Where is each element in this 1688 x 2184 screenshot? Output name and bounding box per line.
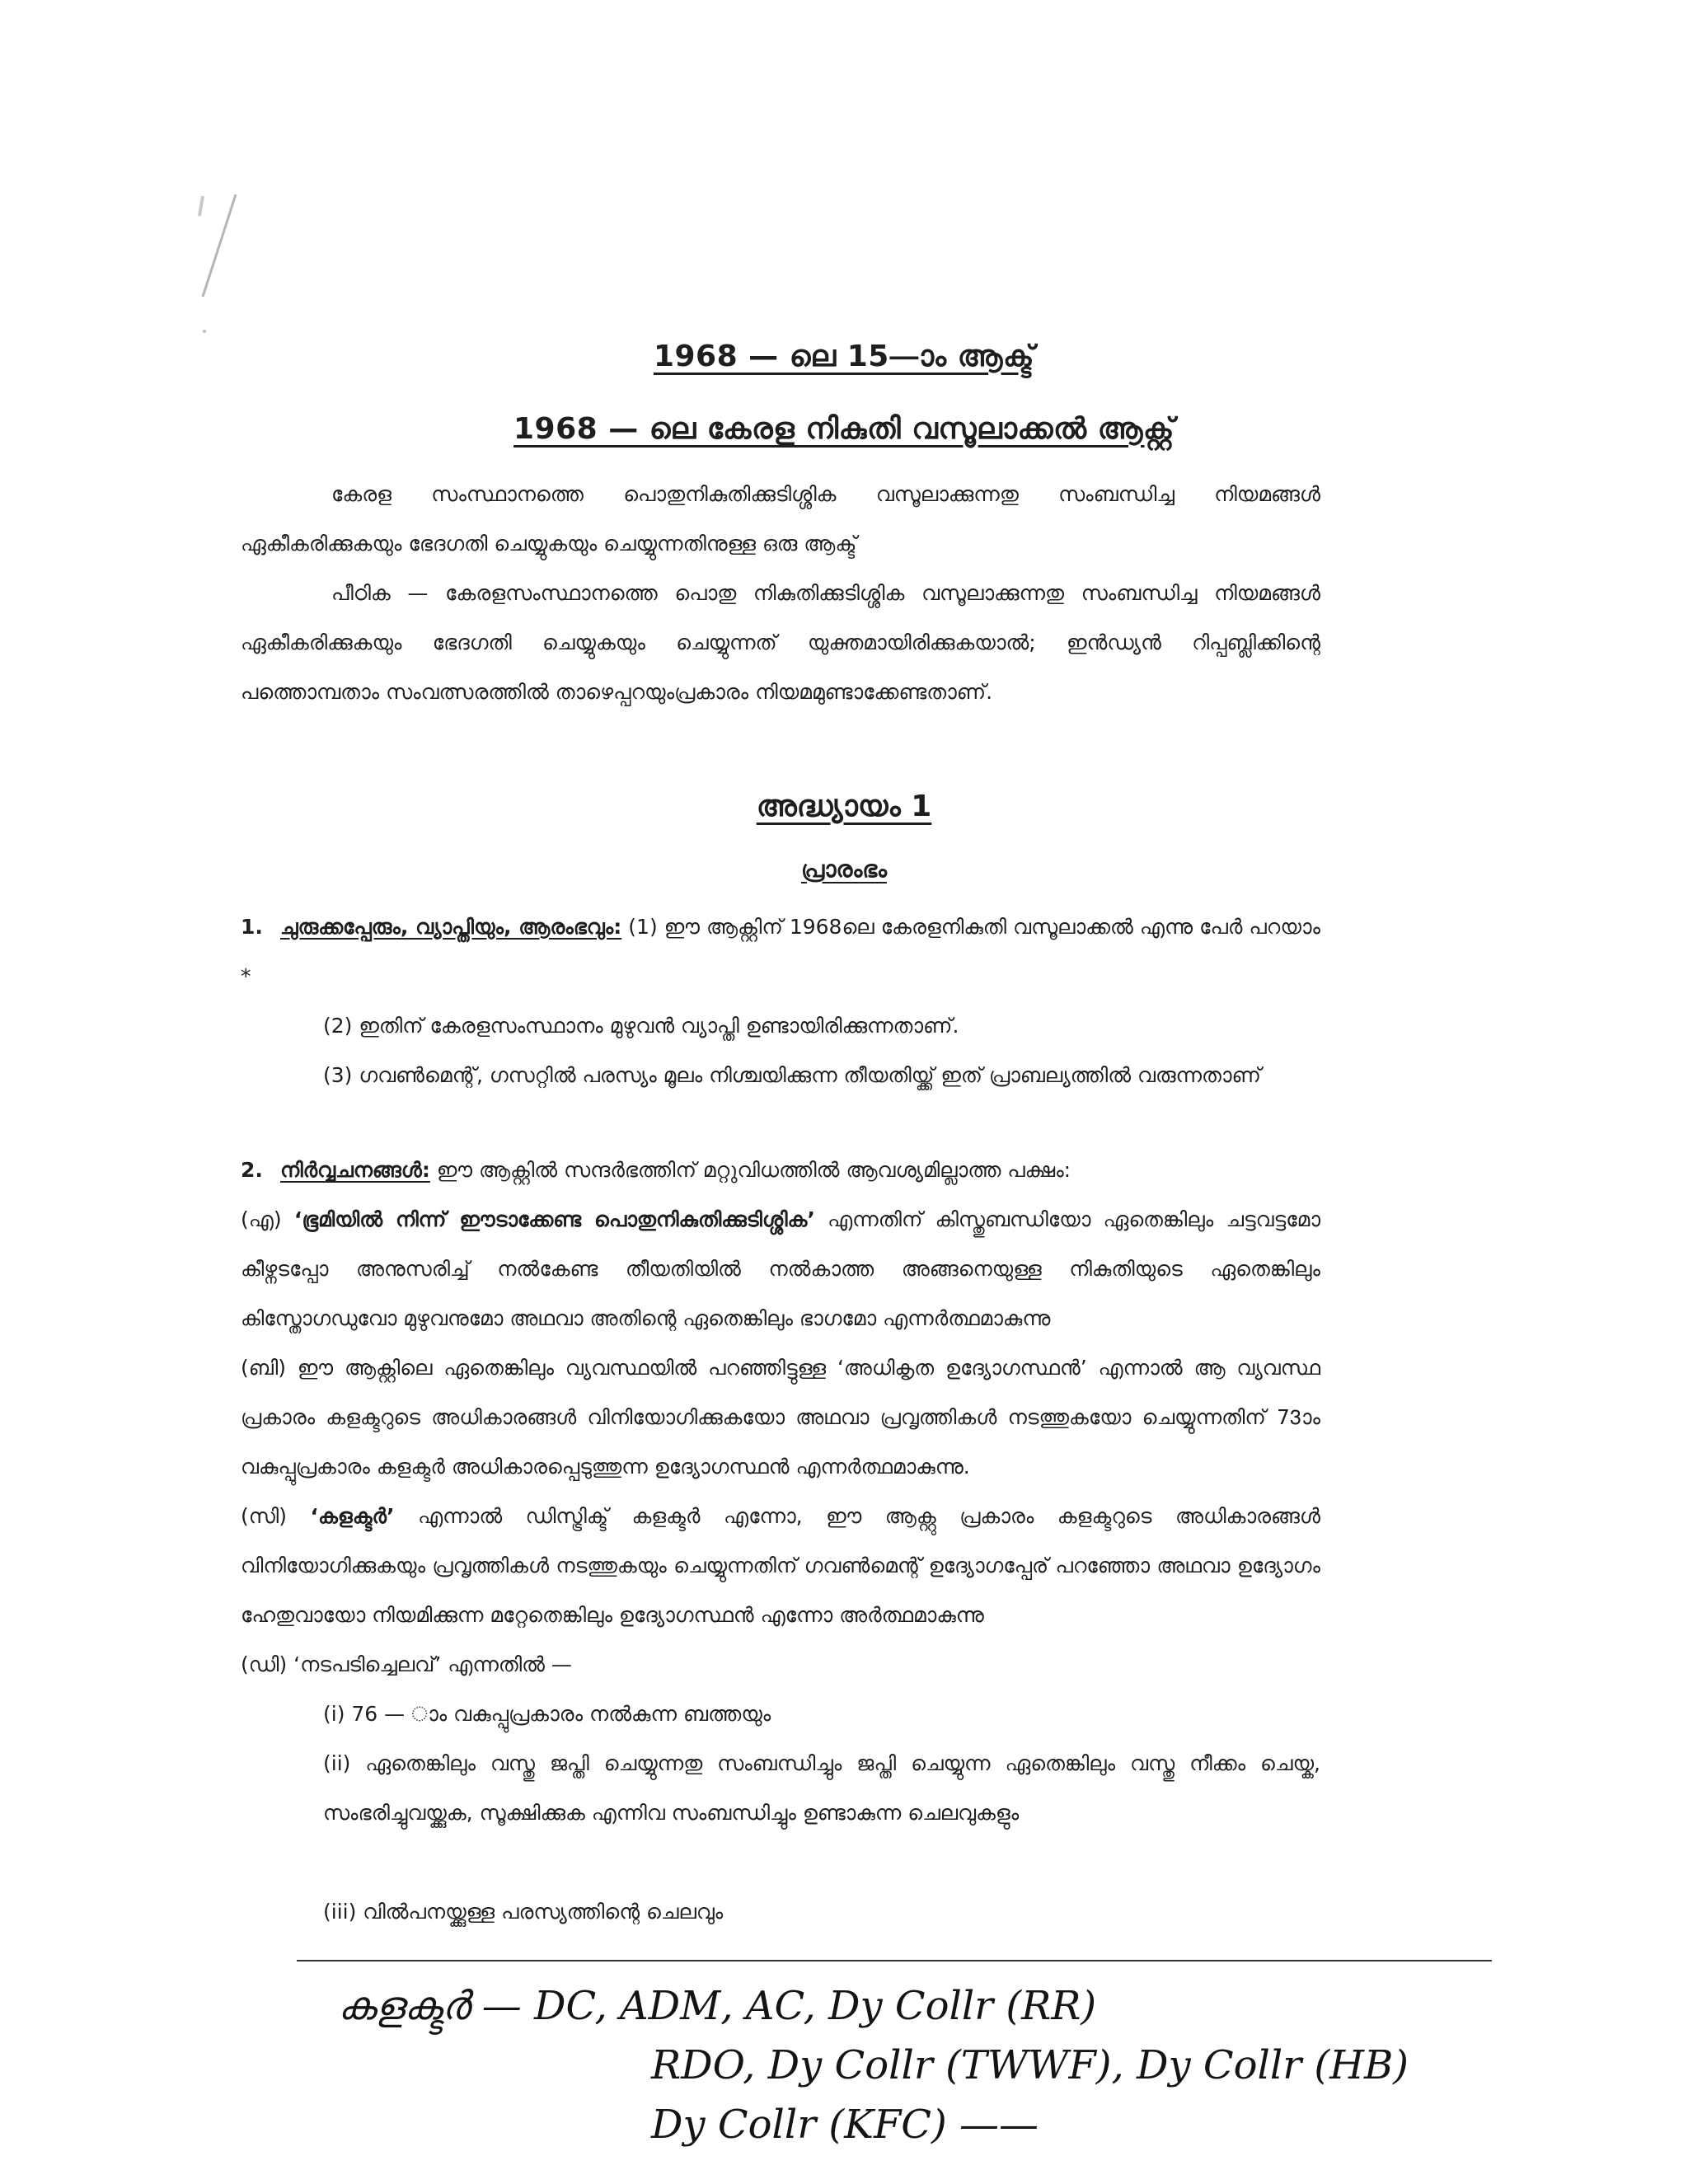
- definition-c-label: (സി): [241, 1504, 287, 1528]
- definition-c: [241, 1492, 1320, 1640]
- definition-c-term: ‘കളക്ടർ’: [310, 1504, 395, 1528]
- handwritten-line-2: RDO, Dy Collr (TWWF), Dy Collr (HB): [651, 2042, 1409, 2088]
- chapter-heading: [0, 790, 1688, 824]
- chapter-heading-text: അദ്ധ്യായം 1: [756, 790, 932, 823]
- section-2-number: 2.: [241, 1158, 263, 1182]
- definition-d-item-ii: (ii) ഏതെങ്കിലും വസ്തു ജപ്തി ചെയ്യുന്നതു സംബന്ധിച്ചും ജപ്തി ചെയ്യുന്ന ഏതെങ്കിലും വസ്തു നീക്കം ചെയ്ക, സംഭരിച്ചുവയ്ക്കുക, സൂക്ഷിക്കുക എന്നിവ സംബന്ധിച്ചും ഉണ്ടാകുന്ന ചെലവുകളും: [323, 1751, 1320, 1825]
- definition-b: (ബി) ഈ ആക്റ്റിലെ ഏതെങ്കിലും വ്യവസ്ഥയിൽ പറഞ്ഞിട്ടുള്ള ‘അധികൃത ഉദ്യോഗസ്ഥൻ’ എന്നാൽ ആ വ്യവസ്ഥ പ്രകാരം കളക്ടറുടെ അധികാരങ്ങൾ വിനിയോഗിക്കുകയോ അഥവാ പ്രവൃത്തികൾ നടത്തുകയോ ചെയ്യുന്നതിന് 73ാം വകുപ്പുപ്രകാരം കളക്ടർ അധികാരപ്പെടുത്തുന്ന ഉദ്യോഗസ്ഥൻ എന്നർത്ഥമാകുന്നു.: [241, 1356, 1320, 1479]
- section-1-number: 1.: [241, 915, 263, 939]
- act-title-heading: [0, 412, 1688, 447]
- section-1: [241, 902, 1320, 1001]
- act-title-text: 1968 — ലെ കേരള നികുതി വസൂലാക്കൽ ആക്റ്റ്: [513, 412, 1175, 446]
- definition-a-label: (എ): [241, 1207, 282, 1231]
- definition-a-text: എന്നതിന് കിസ്തുബന്ധിയോ ഏതെങ്കിലും ചട്ടവട്ടമോ കീഴ്നടപ്പോ അനുസരിച്ച് നൽകേണ്ട തീയതിയിൽ നൽകാത്ത അങ്ങനെയുള്ള നികുതിയുടെ ഏതെങ്കിലും കിസ്തോഗഡുവോ മുഴുവനുമോ അഥവാ അതിന്റെ ഏതെങ്കിലും ഭാഗമോ എന്നർത്ഥമാകുന്നു: [241, 1207, 1321, 1330]
- chapter-subheading: [0, 855, 1688, 883]
- definition-d: (ഡി) ‘നടപടിച്ചെലവ്’ എന്നതിൽ —: [241, 1652, 572, 1676]
- preamble: പീഠിക — കേരളസംസ്ഥാനത്തെ പൊതു നികുതിക്കുടിശ്ശിക വസൂലാക്കുന്നതു സംബന്ധിച്ച നിയമങ്ങൾ ഏകീകരിക്കുകയും ഭേദഗതി ചെയ്യുകയും ചെയ്യുന്നത് യുക്തമായിരിക്കുകയാൽ; ഇൻഡ്യൻ റിപ്പബ്ലിക്കിന്റെ പത്തൊമ്പതാം സംവത്സരത്തിൽ താഴെപ്പറയുംപ്രകാരം നിയമമുണ്ടാക്കേണ്ടതാണ്.: [241, 581, 1320, 704]
- section-2-intro: ഈ ആക്റ്റിൽ സന്ദർഭത്തിന് മറ്റുവിധത്തിൽ ആവശ്യമില്ലാത്ത പക്ഷം:: [436, 1158, 1071, 1182]
- divider-line: [297, 1960, 1492, 1961]
- definition-d-item-i: (i) 76 — ാം വകുപ്പുപ്രകാരം നൽകുന്ന ബത്തയും: [323, 1702, 771, 1726]
- section-2-heading: നിർവ്വചനങ്ങൾ:: [280, 1158, 430, 1182]
- long-title: കേരള സംസ്ഥാനത്തെ പൊതുനികുതിക്കുടിശ്ശിക വസൂലാക്കുന്നതു സംബന്ധിച്ച നിയമങ്ങൾ ഏകീകരിക്കുകയും ഭേദഗതി ചെയ്യുകയും ചെയ്യുന്നതിനുള്ള ഒരു ആക്ട്: [241, 482, 1320, 555]
- handwritten-note: [338, 1976, 1492, 2154]
- section-1-heading: ചുരുക്കപ്പേരും, വ്യാപ്തിയും, ആരംഭവും:: [280, 915, 622, 939]
- handwritten-line-1: കളക്ടർ — DC, ADM, AC, Dy Collr (RR): [338, 1983, 1097, 2029]
- section-2: [241, 1146, 1320, 1195]
- scan-mark: [195, 190, 244, 338]
- act-number-text: 1968 — ലെ 15—ാം ആക്ട്: [653, 340, 1035, 373]
- section-1-clause-2: (2) ഇതിന് കേരളസംസ്ഥാനം മുഴുവൻ വ്യാപ്തി ഉണ്ടായിരിക്കുന്നതാണ്.: [323, 1014, 959, 1038]
- section-1-clause-3: (3) ഗവൺമെന്റ്, ഗസറ്റിൽ പരസ്യം മൂലം നിശ്ചയിക്കുന്ന തീയതിയ്ക്ക് ഇത് പ്രാബല്യത്തിൽ വരുന്നതാണ്: [323, 1063, 1261, 1087]
- handwritten-line-3: Dy Collr (KFC) ——: [651, 2102, 1039, 2148]
- chapter-subheading-text: പ്രാരംഭം: [801, 855, 887, 883]
- act-number-heading: [0, 340, 1688, 374]
- definition-a: [241, 1195, 1320, 1343]
- definition-c-text: എന്നാൽ ഡിസ്ട്രിക്ട് കളക്ടർ എന്നോ, ഈ ആക്റ്റു പ്രകാരം കളക്ടറുടെ അധികാരങ്ങൾ വിനിയോഗിക്കുകയും പ്രവൃത്തികൾ നടത്തുകയും ചെയ്യുന്നതിന് ഗവൺമെന്റ് ഉദ്യോഗപ്പേര് പറഞ്ഞോ അഥവാ ഉദ്യോഗം ഹേതുവായോ നിയമിക്കുന്ന മറ്റേതെങ്കിലും ഉദ്യോഗസ്ഥൻ എന്നോ അർത്ഥമാകുന്നു: [241, 1504, 1320, 1627]
- section-1-clause-1: (1) ഈ ആക്റ്റിന് 1968ലെ കേരളനികുതി വസൂലാക്കൽ എന്നു പേർ പറയാം *: [241, 915, 1320, 988]
- definition-d-item-iii: (iii) വിൽപനയ്ക്കുള്ള പരസ്യത്തിന്റെ ചെലവും: [323, 1900, 724, 1924]
- definition-a-term: ‘ഭൂമിയിൽ നിന്ന് ഈടാക്കേണ്ട പൊതുനികുതിക്കുടിശ്ശിക’: [293, 1207, 815, 1231]
